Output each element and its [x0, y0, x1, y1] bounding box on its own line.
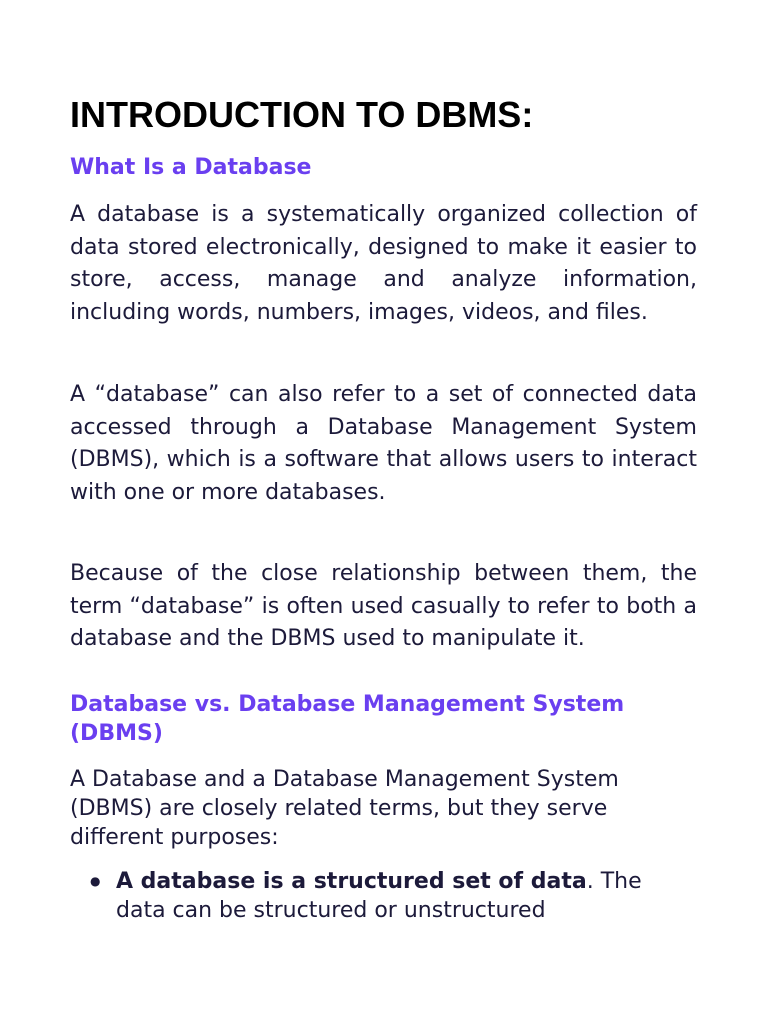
section-intro: A Database and a Database Management System (DBMS) are closely related terms, but they serve different purposes:: [70, 767, 619, 850]
list-item: [70, 867, 697, 925]
page-title: INTRODUCTION TO DBMS:: [70, 94, 534, 135]
paragraph-definition: A database is a systematically organized collection of data stored electronically, designed to make it easier to store, access, manage and analyze information, including words, numbers, images, videos, and files.: [70, 202, 697, 325]
page-subtitle: What Is a Database: [70, 155, 312, 180]
list-item-bold: A database is a structured set of data: [116, 869, 587, 894]
bullet-icon: ●: [90, 874, 101, 888]
list-item-text: . The data can be structured or unstructured: [116, 869, 642, 923]
paragraph-dbms-reference: A “database” can also refer to a set of connected data accessed through a Database Management System (DBMS), which is a software that allows users to interact with one or more databases.: [70, 382, 697, 505]
paragraph-relationship: Because of the close relationship between them, the term “database” is often used casually to refer to both a database and the DBMS used to manipulate it.: [70, 561, 697, 652]
bullet-list: [70, 867, 697, 925]
section-heading: Database vs. Database Management System (DBMS): [70, 692, 625, 746]
